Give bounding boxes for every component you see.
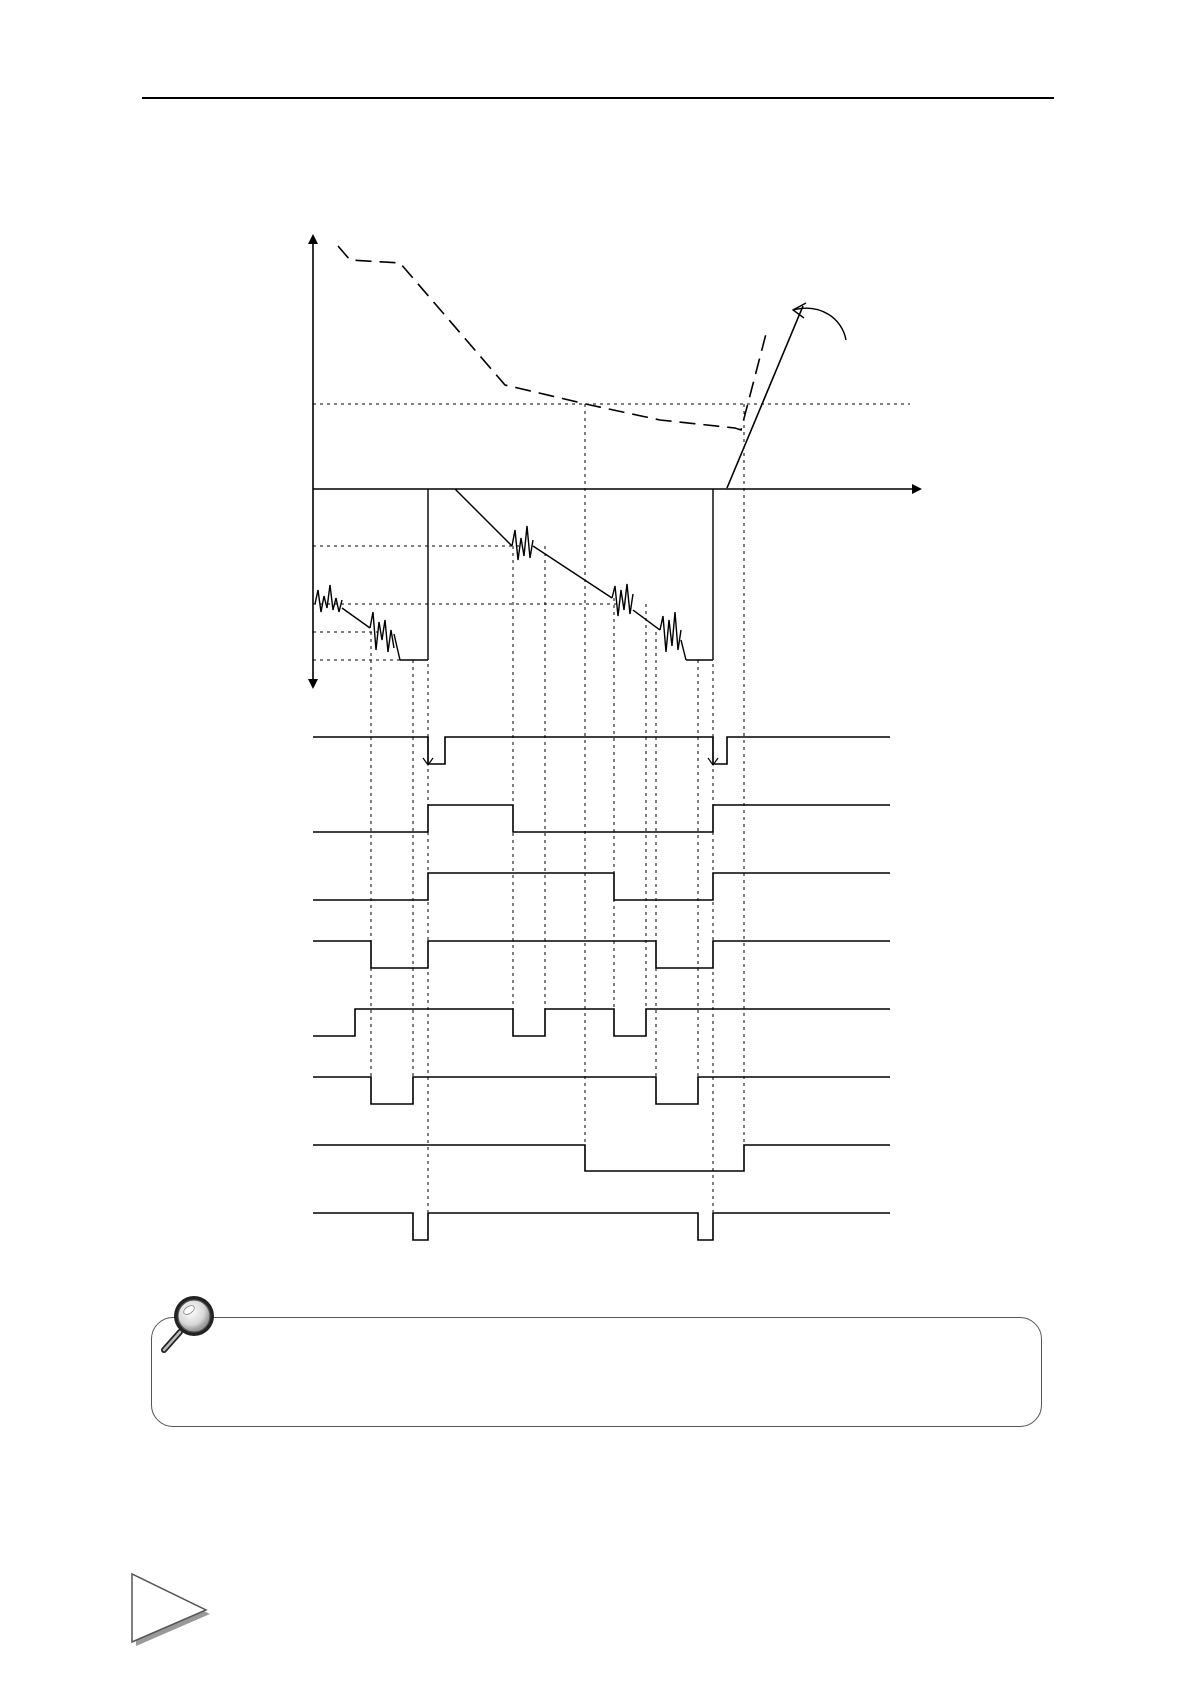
curved-arrow <box>793 308 846 340</box>
signal-row-4 <box>313 941 890 968</box>
signal-row-7 <box>313 1145 890 1171</box>
signal-row-3 <box>313 873 890 900</box>
magnifier-icon <box>156 1288 226 1358</box>
signal-rows <box>313 737 890 1240</box>
signal-row-2 <box>313 805 890 832</box>
lower-curve <box>315 489 713 660</box>
rising-line <box>727 306 803 488</box>
signal-row-6 <box>313 1077 890 1104</box>
signal-row-1 <box>313 737 890 764</box>
note-box <box>151 1317 1042 1427</box>
vertical-guides <box>371 404 744 1212</box>
signal-row-5 <box>313 1009 890 1036</box>
dashed-curve <box>338 246 767 430</box>
row1-markers <box>423 737 718 765</box>
signal-row-8 <box>313 1213 890 1240</box>
reference-lines <box>313 404 910 660</box>
play-triangle-icon <box>128 1572 212 1648</box>
axes <box>313 236 920 687</box>
